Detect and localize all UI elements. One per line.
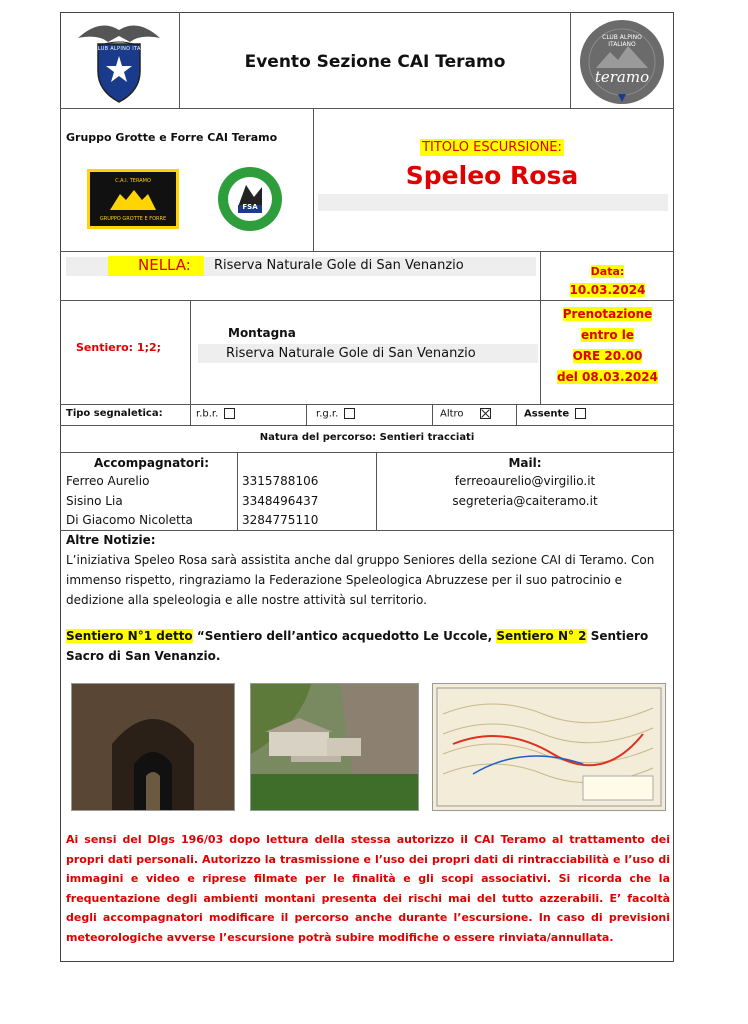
- guide-phone: 3284775110: [242, 513, 319, 527]
- checkbox[interactable]: [224, 408, 235, 419]
- fsa-initials: FSA: [242, 203, 258, 211]
- guides-header: Accompagnatori:: [94, 456, 209, 470]
- trail1-text: “Sentiero dell’antico acquedotto Le Uccole,: [192, 629, 497, 643]
- divider: [60, 452, 674, 453]
- sentiero-label: Sentiero: 1;2;: [76, 341, 162, 354]
- excursion-title: Speleo Rosa: [405, 161, 579, 190]
- signage-option[interactable]: [524, 408, 586, 420]
- guide-phone: 3315788106: [242, 474, 319, 488]
- booking-block: [541, 303, 674, 387]
- checkbox[interactable]: [575, 408, 586, 419]
- checkbox[interactable]: [344, 408, 355, 419]
- divider: [60, 108, 674, 109]
- trails-description: [66, 626, 670, 666]
- divider: [516, 404, 517, 425]
- notes-body: L’iniziativa Speleo Rosa sarà assistita anche dal gruppo Seniores della sezione CAI di Teramo. Con immenso rispetto, ringraziamo la Federazione Speleologica Abruzzese per il suo patrocinio e dedizione alla speleologia e alle nostre attività sul territorio.: [66, 553, 655, 607]
- signage-option-label: Altro: [440, 408, 464, 420]
- guide-name: Ferreo Aurelio: [66, 474, 150, 488]
- group-name: Gruppo Grotte e Forre CAI Teramo: [66, 131, 278, 144]
- checkbox-checked[interactable]: [480, 408, 491, 419]
- guide-email[interactable]: ferreoaurelio@virgilio.it: [454, 474, 596, 488]
- hermitage-photo: [250, 683, 419, 811]
- badge-top-text: C.A.I. TERAMO: [115, 178, 151, 184]
- divider: [190, 300, 191, 425]
- nella-value: Riserva Naturale Gole di San Venanzio: [214, 258, 464, 273]
- cai-logo-left: [70, 16, 168, 104]
- divider: [60, 251, 674, 252]
- signage-option-label: r.b.r.: [196, 408, 219, 420]
- divider: [432, 404, 433, 425]
- divider: [306, 404, 307, 425]
- logo-sub-text: teramo: [594, 68, 650, 86]
- signage-option[interactable]: [196, 408, 235, 420]
- logo-arc-text: CLUB ALPINO ITALIANO: [602, 34, 642, 48]
- guide-phone: 3348496437: [242, 494, 319, 508]
- badge-bottom-text: GRUPPO GROTTE E FORRE: [99, 216, 167, 222]
- booking-line: Prenotazione: [562, 307, 653, 321]
- booking-line: ORE 20.00: [572, 349, 643, 363]
- montagna-value: Riserva Naturale Gole di San Venanzio: [226, 346, 476, 361]
- divider: [60, 404, 674, 405]
- divider: [60, 425, 674, 426]
- route-nature: Natura del percorso: Sentieri tracciati: [259, 432, 475, 443]
- guide-name: Sisino Lia: [66, 494, 123, 508]
- date-value: 10.03.2024: [569, 283, 646, 297]
- guide-email[interactable]: segreteria@caiteramo.it: [452, 494, 598, 508]
- title-underbar: [318, 194, 668, 211]
- guide-name: Di Giacomo Nicoletta: [66, 513, 193, 527]
- trail1-label: Sentiero N°1 detto: [66, 629, 193, 643]
- booking-line: del 08.03.2024: [557, 370, 658, 384]
- divider: [237, 452, 238, 530]
- trail2-text: Sentiero Sacro di San Venanzio.: [66, 629, 649, 663]
- signage-label: Tipo segnaletica:: [66, 408, 163, 419]
- signage-option[interactable]: [440, 408, 491, 420]
- divider: [60, 300, 674, 301]
- divider: [570, 12, 571, 108]
- divider: [60, 530, 674, 531]
- nella-label: NELLA:: [108, 256, 204, 276]
- mail-header: Mail:: [508, 456, 542, 470]
- date-label: Data:: [590, 265, 625, 278]
- trail-map-photo: [432, 683, 666, 811]
- fsa-logo: [216, 165, 284, 233]
- cai-logo-text: CLUB ALPINO ITALIANO: [94, 46, 158, 52]
- gruppo-grotte-badge: [87, 169, 179, 229]
- excursion-title-label: TITOLO ESCURSIONE:: [422, 140, 562, 155]
- tunnel-photo: [71, 683, 235, 811]
- notes-header: Altre Notizie:: [66, 533, 156, 547]
- cai-teramo-logo-right: [578, 18, 666, 106]
- date-wrap: [541, 260, 674, 300]
- page-title: Evento Sezione CAI Teramo: [244, 52, 506, 72]
- booking-line: entro le: [580, 328, 634, 342]
- excursion-label-wrap: [314, 136, 670, 155]
- privacy-disclaimer: Ai sensi del Dlgs 196/03 dopo lettura della stessa autorizzo il CAI Teramo al trattamento dei propri dati personali. Autorizzo la trasmissione e l’uso dei propri dati di rintracciabilità e l’uso di immagini e video e riprese filmate per le finalità e gli scopi associativi. Si ricorda che la frequentazione degli ambienti montani presenta dei rischi mai del tutto azzerabili. E’ facoltà degli accompagnatori modificare il percorso anche durante l’escursione. In caso di previsioni meteorologiche avverse l’escursione potrà subire modifiche o essere rinviata/annullata.: [66, 833, 670, 944]
- signage-option-label: Assente: [524, 408, 570, 420]
- signage-option-label: r.g.r.: [316, 408, 339, 420]
- signage-option[interactable]: [316, 408, 355, 420]
- trail2-label: Sentiero N° 2: [496, 629, 587, 643]
- montagna-label: Montagna: [228, 326, 296, 340]
